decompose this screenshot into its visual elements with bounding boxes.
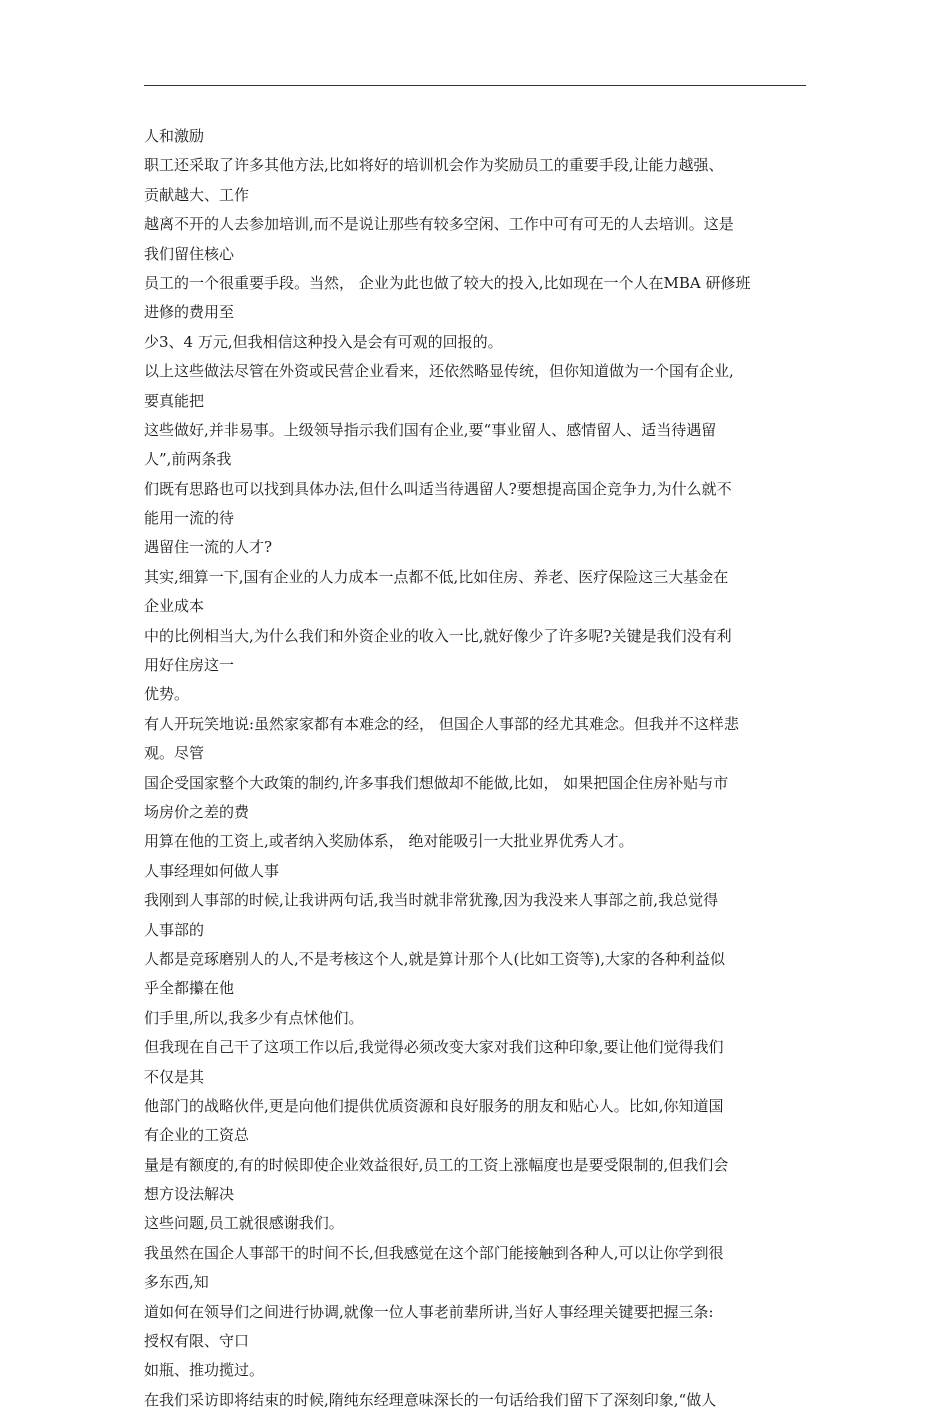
text-line: 用算在他的工资上,或者纳入奖励体系， 绝对能吸引一大批业界优秀人才。 — [144, 832, 634, 851]
text-line: 越离不开的人去参加培训,而不是说让那些有较多空闲、工作中可有可无的人去培训。这是 — [144, 215, 734, 234]
text-line: 想方设法解决 — [144, 1185, 235, 1204]
text-line: 授权有限、守口 — [144, 1332, 250, 1351]
text-line: 人事部的 — [144, 920, 205, 939]
text-line: 中的比例相当大,为什么我们和外资企业的收入一比,就好像少了许多呢?关键是我们没有利 — [144, 626, 732, 645]
text-line: 他部门的战略伙伴,更是向他们提供优质资源和良好服务的朋友和贴心人。比如,你知道国 — [144, 1096, 724, 1115]
header-rule — [144, 85, 806, 86]
text-line: 优势。 — [144, 685, 190, 704]
text-line: 有人开玩笑地说:虽然家家都有本难念的经， 但国企人事部的经尤其难念。但我并不这样悲 — [144, 714, 739, 733]
text-line: 们手里,所以,我多少有点怵他们。 — [144, 1008, 364, 1027]
text-line: 能用一流的待 — [144, 509, 235, 528]
article-body — [144, 122, 808, 1415]
text-line: 人”,前两条我 — [144, 450, 232, 469]
text-line: 多东西,知 — [144, 1273, 209, 1292]
text-line: 其实,细算一下,国有企业的人力成本一点都不低,比如住房、养老、医疗保险这三大基金在 — [144, 567, 729, 586]
text-line: 要真能把 — [144, 391, 205, 410]
text-line: 用好住房这一 — [144, 656, 235, 675]
text-line: 人都是竞琢磨别人的人,不是考核这个人,就是算计那个人(比如工资等),大家的各种利益似 — [144, 949, 726, 968]
text-line: 们既有思路也可以找到具体办法,但什么叫适当待遇留人?要想提高国企竞争力,为什么就不 — [144, 479, 732, 498]
text-line: 场房价之差的费 — [144, 802, 250, 821]
text-line: 人和激励 — [144, 127, 205, 145]
text-line: 以上这些做法尽管在外资或民营企业看来，还依然略显传统，但你知道做为一个国有企业, — [144, 362, 734, 381]
text-line: 在我们采访即将结束的时候,隋纯东经理意味深长的一句话给我们留下了深刻印象,“做人 — [144, 1390, 717, 1409]
text-line: 乎全都攥在他 — [144, 979, 235, 998]
text-line: 道如何在领导们之间进行协调,就像一位人事老前辈所讲,当好人事经理关键要把握三条: — [144, 1302, 714, 1321]
text-line: 员工的一个很重要手段。当然， 企业为此也做了较大的投入,比如现在一个人在MBA 研修班 — [144, 273, 751, 292]
text-line: 这些做好,并非易事。上级领导指示我们国有企业,要“事业留人、感情留人、适当待遇留 — [144, 420, 717, 439]
text-line: 有企业的工资总 — [144, 1126, 250, 1145]
text-line: 如瓶、推功揽过。 — [144, 1361, 265, 1380]
text-line: 进修的费用至 — [144, 303, 235, 322]
section-heading: 人事经理如何做人事 — [144, 861, 280, 880]
text-line: 我虽然在国企人事部干的时间不长,但我感觉在这个部门能接触到各种人,可以让你学到很 — [144, 1243, 724, 1262]
text-line: 少3、4 万元,但我相信这种投入是会有可观的回报的。 — [144, 332, 503, 351]
text-line: 不仅是其 — [144, 1067, 205, 1086]
text-line: 量是有额度的,有的时候即使企业效益很好,员工的工资上涨幅度也是要受限制的,但我们会 — [144, 1155, 729, 1174]
text-line: 观。尽管 — [144, 744, 205, 763]
text-line: 企业成本 — [144, 597, 205, 616]
text-line: 我刚到人事部的时候,让我讲两句话,我当时就非常犹豫,因为我没来人事部之前,我总觉得 — [144, 891, 719, 910]
text-line: 但我现在自己干了这项工作以后,我觉得必须改变大家对我们这种印象,要让他们觉得我们 — [144, 1038, 724, 1057]
text-line: 国企受国家整个大政策的制约,许多事我们想做却不能做,比如， 如果把国企住房补贴与市 — [144, 773, 729, 792]
text-line: 职工还采取了许多其他方法,比如将好的培训机会作为奖励员工的重要手段,让能力越强、 — [144, 156, 724, 175]
text-line: 我们留住核心 — [144, 244, 235, 263]
text-line: 贡献越大、工作 — [144, 185, 250, 204]
text-line: 遇留住一流的人才? — [144, 538, 273, 557]
text-line: 这些问题,员工就很感谢我们。 — [144, 1214, 344, 1233]
